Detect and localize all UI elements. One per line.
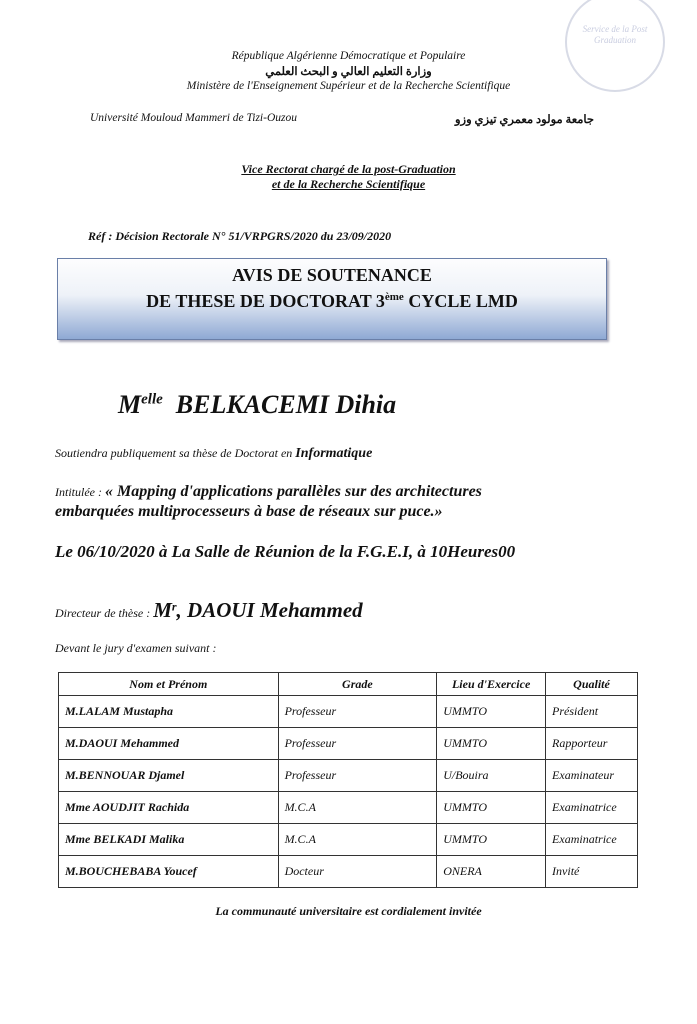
thesis-title <box>55 482 482 521</box>
table-header <box>59 673 638 696</box>
cell-place: UMMTO <box>437 696 546 728</box>
cell-place: UMMTO <box>437 824 546 856</box>
col-place: Lieu d'Exercice <box>437 673 546 696</box>
field: Informatique <box>295 446 373 461</box>
title-line1: AVIS DE SOUTENANCE <box>232 265 432 285</box>
cell-role: Invité <box>546 856 638 888</box>
table-row <box>59 696 638 728</box>
director-label: Directeur de thèse : <box>55 606 154 620</box>
table-row <box>59 760 638 792</box>
defense-intro <box>55 446 372 462</box>
candidate-prefix: M <box>118 390 142 419</box>
table-row <box>59 728 638 760</box>
jury-table <box>58 672 638 888</box>
cell-place: UMMTO <box>437 792 546 824</box>
cell-place: U/Bouira <box>437 760 546 792</box>
university-name: Université Mouloud Mammeri de Tizi-Ouzou <box>90 112 297 124</box>
date-place: Le 06/10/2020 à La Salle de Réunion de la F.G.E.I, à 10Heures00 <box>55 542 516 561</box>
col-role: Qualité <box>546 673 638 696</box>
jury-intro: Devant le jury d'examen suivant : <box>55 641 217 655</box>
cell-place: UMMTO <box>437 728 546 760</box>
intro-text: Soutiendra publiquement sa thèse de Doctorat en <box>55 446 296 460</box>
title-sup: ème <box>384 291 404 303</box>
candidate-prefix-sup: elle <box>141 391 163 408</box>
cell-name: Mme AOUDJIT Rachida <box>59 792 279 824</box>
thesis-title-line2: embarquées multiprocesseurs à base de réseaux sur puce.» <box>55 503 443 520</box>
table-row <box>59 824 638 856</box>
ministry-heading: Ministère de l'Enseignement Supérieur et de la Recherche Scientifique <box>186 80 511 92</box>
footer-invitation: La communauté universitaire est cordialement invitée <box>215 904 482 918</box>
cell-role: Examinatrice <box>546 792 638 824</box>
vice-rectorat-line2: et de la Recherche Scientifique <box>271 177 426 191</box>
cell-grade: M.C.A <box>278 792 437 824</box>
director-prefix: M <box>153 598 172 622</box>
cell-name: M.DAOUI Mehammed <box>59 728 279 760</box>
cell-role: Examinateur <box>546 760 638 792</box>
cell-name: M.BENNOUAR Djamel <box>59 760 279 792</box>
col-name: Nom et Prénom <box>59 673 279 696</box>
cell-place: ONERA <box>437 856 546 888</box>
cell-grade: Professeur <box>278 760 437 792</box>
cell-grade: Professeur <box>278 728 437 760</box>
thesis-title-line1: « Mapping d'applications parallèles sur des architectures <box>104 483 482 500</box>
table-row <box>59 792 638 824</box>
cell-role: Rapporteur <box>546 728 638 760</box>
vice-rectorat-line1: Vice Rectorat chargé de la post-Graduation <box>241 162 456 176</box>
cell-grade: Docteur <box>278 856 437 888</box>
director <box>55 598 363 623</box>
official-stamp <box>565 0 665 92</box>
cell-name: M.LALAM Mustapha <box>59 696 279 728</box>
candidate-name <box>118 390 396 420</box>
title-line2 <box>58 286 606 312</box>
cell-name: M.BOUCHEBABA Youcef <box>59 856 279 888</box>
col-grade: Grade <box>278 673 437 696</box>
cell-grade: Professeur <box>278 696 437 728</box>
cell-name: Mme BELKADI Malika <box>59 824 279 856</box>
university-name-arabic: جامعة مولود معمري تيزي وزو <box>455 114 595 126</box>
cell-role: Président <box>546 696 638 728</box>
cell-grade: M.C.A <box>278 824 437 856</box>
title-line2-text: DE THESE DE DOCTORAT 3 <box>146 291 385 311</box>
title-box <box>57 258 607 340</box>
republic-heading: République Algérienne Démocratique et Populaire <box>231 50 466 62</box>
title-label: Intitulée : <box>55 485 105 499</box>
candidate-fullname: BELKACEMI Dihia <box>175 390 397 419</box>
cell-role: Examinatrice <box>546 824 638 856</box>
ministry-arabic: وزارة التعليم العالي و البحث العلمي <box>265 66 432 78</box>
director-sup: r <box>171 599 177 614</box>
table-row <box>59 856 638 888</box>
official-stamp-text: Service de la Post Graduation <box>582 24 648 45</box>
reference: Réf : Décision Rectorale N° 51/VRPGRS/2020 du 23/09/2020 <box>88 229 392 243</box>
title-line2-end: CYCLE LMD <box>403 291 518 311</box>
director-name: , DAOUI Mehammed <box>176 598 363 622</box>
